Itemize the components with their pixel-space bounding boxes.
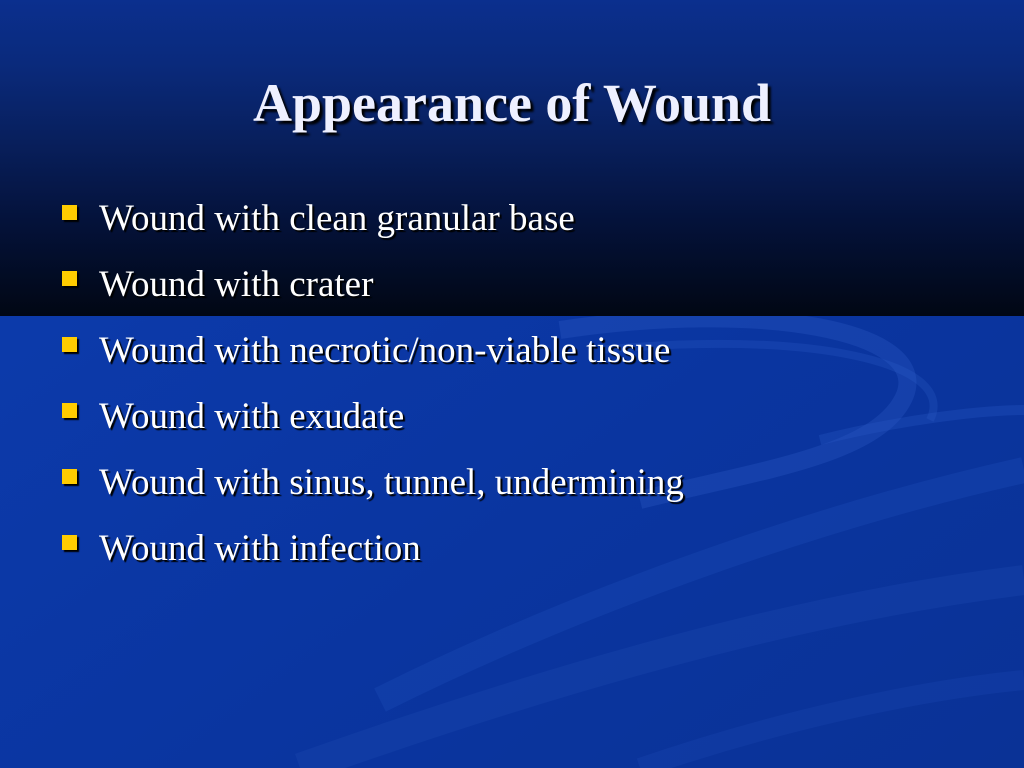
- yellow-square-bullet-icon: [62, 271, 77, 286]
- yellow-square-bullet-icon: [62, 205, 77, 220]
- list-item: [62, 384, 1002, 450]
- bullet-text: Wound with infection: [99, 528, 421, 569]
- yellow-square-bullet-icon: [62, 403, 77, 418]
- list-item: [62, 252, 1002, 318]
- bullet-text: Wound with sinus, tunnel, undermining: [99, 462, 684, 503]
- bullet-text: Wound with necrotic/non-viable tissue: [99, 330, 671, 371]
- bullet-text: Wound with clean granular base: [99, 198, 575, 239]
- yellow-square-bullet-icon: [62, 469, 77, 484]
- bullet-list: [62, 186, 1002, 582]
- slide-title: Appearance of Wound: [252, 73, 772, 133]
- list-item: [62, 186, 1002, 252]
- list-item: [62, 450, 1002, 516]
- bullet-text: Wound with crater: [99, 264, 374, 305]
- yellow-square-bullet-icon: [62, 337, 77, 352]
- yellow-square-bullet-icon: [62, 535, 77, 550]
- list-item: [62, 516, 1002, 582]
- list-item: [62, 318, 1002, 384]
- bullet-text: Wound with exudate: [99, 396, 405, 437]
